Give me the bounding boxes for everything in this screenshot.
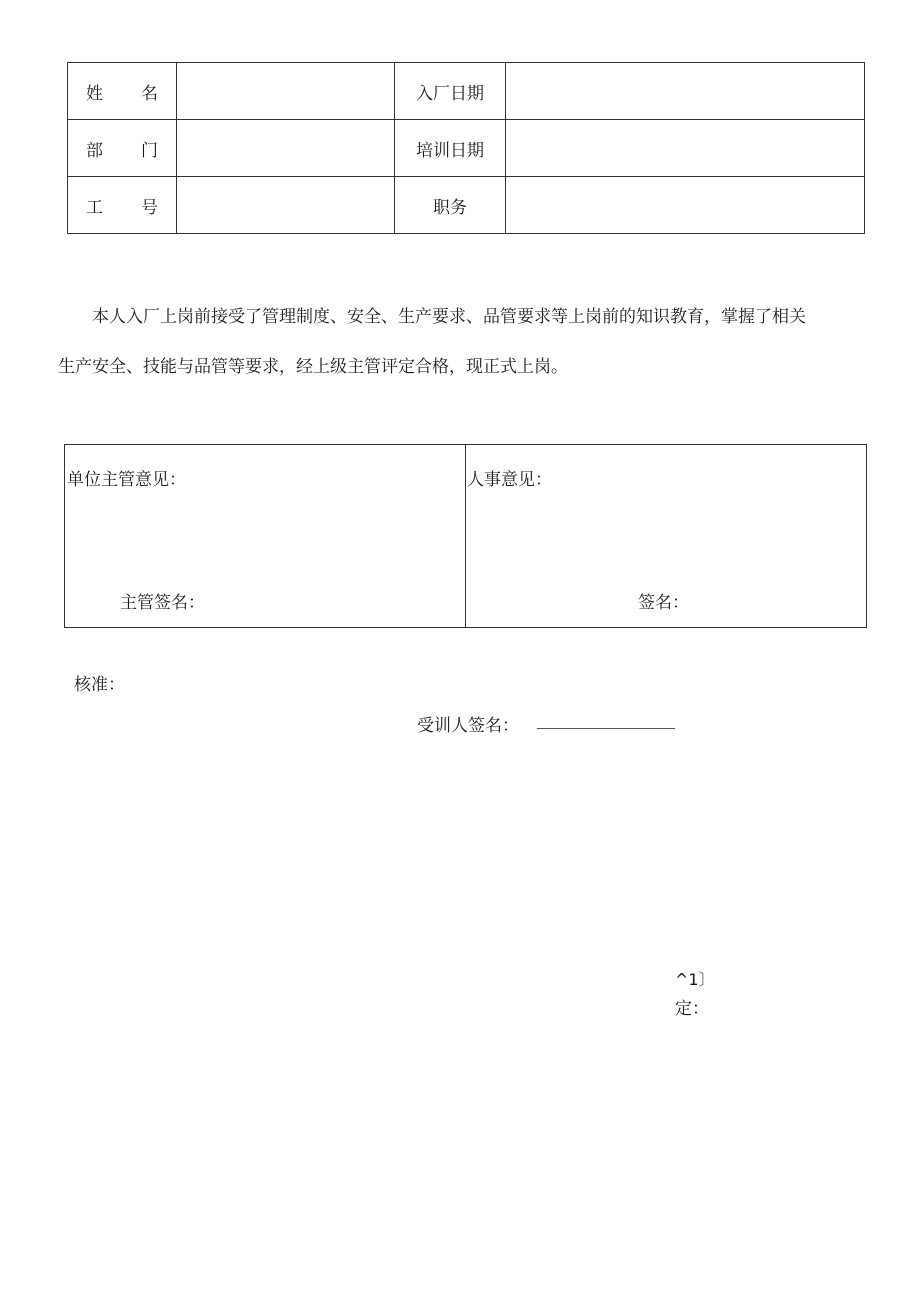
statement-line-1: 本人入厂上岗前接受了管理制度、安全、生产要求、品管要求等上岗前的知识教育，掌握了相关 xyxy=(92,307,806,327)
department-label-cell xyxy=(68,120,177,177)
supervisor-opinion-label: 单位主管意见： xyxy=(67,470,186,490)
supervisor-signature-label: 主管签名： xyxy=(120,593,205,613)
position-label: 职务 xyxy=(395,177,506,234)
department-label-char-1: 部 xyxy=(86,140,103,161)
employee-id-label-char-1: 工 xyxy=(86,197,103,218)
opinion-box xyxy=(64,444,867,628)
position-value-cell[interactable] xyxy=(506,177,865,234)
entry-date-label: 入厂日期 xyxy=(395,63,506,120)
name-label-cell xyxy=(68,63,177,120)
employee-id-label-char-2: 号 xyxy=(141,197,158,218)
opinion-divider xyxy=(465,445,466,627)
employee-info-table xyxy=(67,62,865,234)
hr-opinion-label: 人事意见： xyxy=(467,470,552,490)
name-label-char-2: 名 xyxy=(141,83,158,104)
employee-id-value-cell[interactable] xyxy=(177,177,395,234)
employee-id-label-cell xyxy=(68,177,177,234)
department-value-cell[interactable] xyxy=(177,120,395,177)
entry-date-value-cell[interactable] xyxy=(506,63,865,120)
name-value-cell[interactable] xyxy=(177,63,395,120)
table-row xyxy=(68,120,865,177)
approval-label: 核准： xyxy=(74,675,125,695)
trainee-signature-line[interactable] xyxy=(537,728,675,729)
trainee-signature-label: 受训人签名： xyxy=(417,716,519,736)
department-label-char-2: 门 xyxy=(141,140,158,161)
training-statement xyxy=(58,292,878,392)
stray-mark-line-1: ^1〕 xyxy=(675,970,715,989)
hr-signature-label: 签名： xyxy=(638,593,689,613)
stray-mark-line-2: 定： xyxy=(675,999,709,1019)
name-label-char-1: 姓 xyxy=(86,83,103,104)
table-row xyxy=(68,177,865,234)
training-date-label: 培训日期 xyxy=(395,120,506,177)
training-date-value-cell[interactable] xyxy=(506,120,865,177)
statement-line-2: 生产安全、技能与品管等要求，经上级主管评定合格，现正式上岗。 xyxy=(58,357,568,377)
table-row xyxy=(68,63,865,120)
